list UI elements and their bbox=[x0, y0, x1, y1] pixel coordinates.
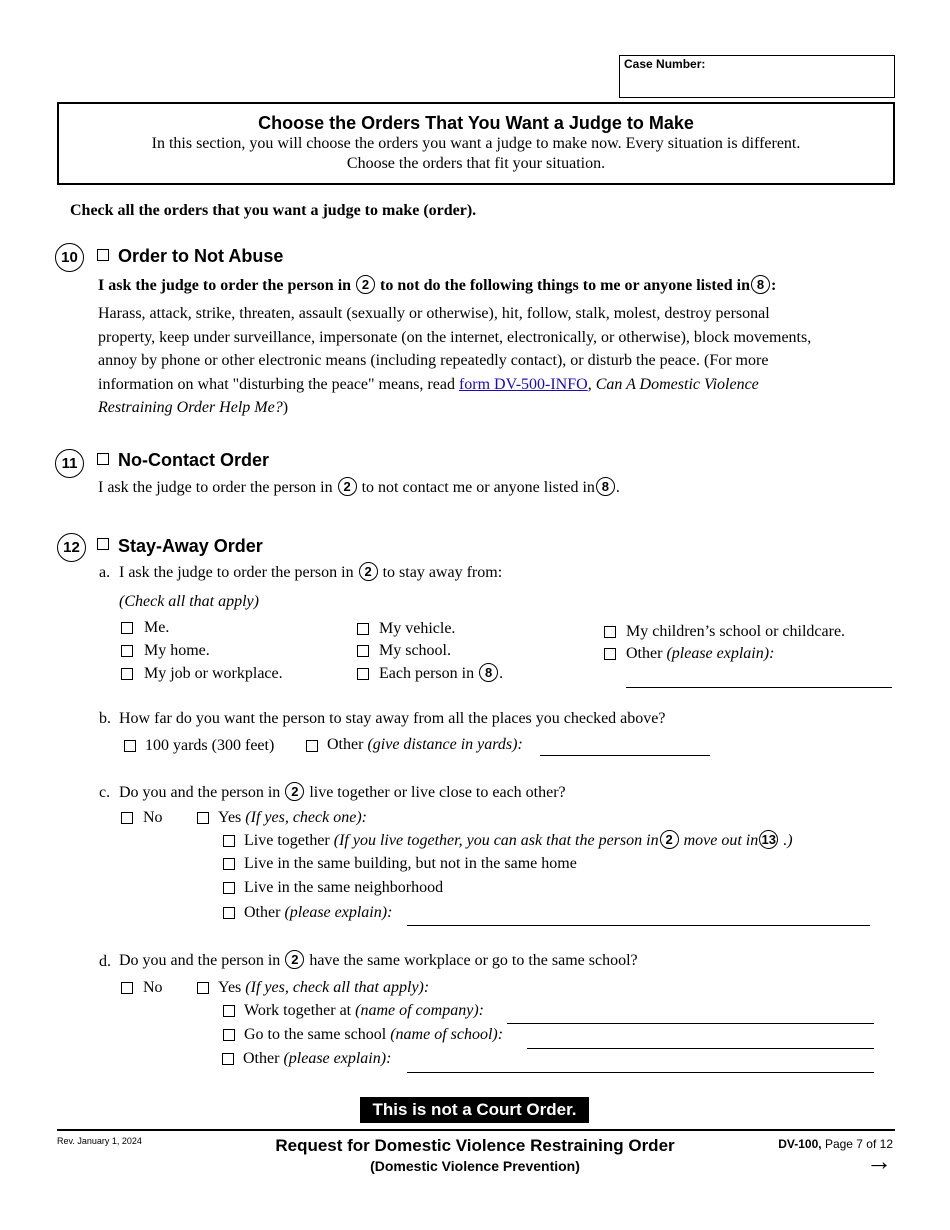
live-other-checkbox[interactable] bbox=[223, 907, 235, 919]
same-neighborhood-label: Live in the same neighborhood bbox=[244, 879, 444, 896]
company-name-field[interactable] bbox=[507, 1023, 874, 1024]
my-vehicle-label: My vehicle. bbox=[379, 620, 456, 637]
text-italic: move out in bbox=[683, 832, 759, 849]
my-home-label: My home. bbox=[144, 642, 210, 659]
text: to not contact me or anyone listed in bbox=[361, 479, 595, 496]
text: . bbox=[615, 479, 620, 496]
stay-away-b-letter: b. bbox=[99, 710, 111, 727]
text: Do you and the person in bbox=[119, 784, 281, 801]
my-job-checkbox[interactable] bbox=[121, 668, 133, 680]
intro-box bbox=[57, 102, 895, 185]
ref-item-8: 8 bbox=[751, 275, 770, 294]
school-name-field[interactable] bbox=[527, 1048, 874, 1049]
same-place-no-label: No bbox=[143, 979, 163, 996]
my-school-label: My school. bbox=[379, 642, 451, 659]
same-place-yes-label bbox=[218, 978, 429, 998]
text: Do you and the person in bbox=[119, 952, 281, 969]
paragraph-line: property, keep under surveillance, impersonate (on the internet, electronically, or otherwise), block movements, bbox=[98, 328, 812, 346]
text: I ask the judge to order the person in bbox=[119, 564, 354, 581]
ref-item-8: 8 bbox=[596, 477, 615, 496]
same-place-other-label bbox=[243, 1049, 391, 1069]
order-not-abuse-title: Order to Not Abuse bbox=[118, 246, 284, 266]
order-not-abuse-checkbox[interactable] bbox=[97, 249, 109, 261]
stay-away-b-question: How far do you want the person to stay away from all the places you checked above? bbox=[119, 710, 666, 727]
ref-item-13: 13 bbox=[759, 830, 778, 849]
page-number: Page 7 of 12 bbox=[824, 1137, 893, 1151]
other-distance-checkbox[interactable] bbox=[306, 740, 318, 752]
stay-away-c-question bbox=[119, 783, 566, 803]
text: have the same workplace or go to the same school? bbox=[309, 952, 638, 969]
item-number-12: 12 bbox=[57, 533, 86, 562]
live-other-explain-field[interactable] bbox=[407, 925, 870, 926]
same-school-label bbox=[244, 1025, 503, 1045]
each-person-label bbox=[379, 664, 503, 684]
paragraph-text: information on what "disturbing the peace" means, read bbox=[98, 375, 455, 393]
paragraph-italic: Can A Domestic Violence bbox=[595, 375, 759, 393]
order-not-abuse-paragraph bbox=[98, 302, 811, 420]
text: Other bbox=[327, 736, 364, 753]
form-id: DV-100, bbox=[778, 1137, 822, 1151]
text: live together or live close to each other? bbox=[309, 784, 566, 801]
footer-rule bbox=[57, 1129, 895, 1131]
text: Yes bbox=[218, 809, 242, 826]
text-italic: .) bbox=[783, 832, 793, 849]
text: Other bbox=[243, 1050, 280, 1067]
text: Other bbox=[626, 645, 663, 662]
childrens-school-checkbox[interactable] bbox=[604, 626, 616, 638]
same-building-checkbox[interactable] bbox=[223, 858, 235, 870]
same-place-other-checkbox[interactable] bbox=[222, 1053, 234, 1065]
intro-line-1: In this section, you will choose the orders you want a judge to make now. Every situation is different. bbox=[151, 135, 801, 152]
case-number-label: Case Number: bbox=[624, 57, 706, 71]
other-distance-label bbox=[327, 735, 523, 755]
text-italic: (give distance in yards): bbox=[367, 736, 523, 753]
text: Each person in bbox=[379, 665, 475, 682]
live-close-yes-checkbox[interactable] bbox=[197, 812, 209, 824]
other-place-checkbox[interactable] bbox=[604, 648, 616, 660]
text-italic: (If yes, check one): bbox=[245, 809, 367, 826]
ref-item-2: 2 bbox=[285, 950, 304, 969]
lead-text-b: to not do the following things to me or anyone listed in bbox=[380, 277, 750, 294]
my-school-checkbox[interactable] bbox=[357, 645, 369, 657]
live-other-label bbox=[244, 903, 392, 923]
live-close-yes-label bbox=[218, 808, 367, 828]
text-italic: (please explain): bbox=[283, 1050, 392, 1067]
ref-item-2: 2 bbox=[660, 830, 679, 849]
text-italic: (If you live together, you can ask that the person in bbox=[333, 832, 659, 849]
live-together-checkbox[interactable] bbox=[223, 835, 235, 847]
same-school-checkbox[interactable] bbox=[223, 1029, 235, 1041]
ref-item-2: 2 bbox=[338, 477, 357, 496]
ref-item-2: 2 bbox=[359, 562, 378, 581]
same-building-label: Live in the same building, but not in the same home bbox=[244, 855, 577, 872]
same-place-no-checkbox[interactable] bbox=[121, 982, 133, 994]
stay-away-checkbox[interactable] bbox=[97, 538, 109, 550]
text: Live together bbox=[244, 832, 330, 849]
intro-line-2: Choose the orders that fit your situation. bbox=[346, 155, 606, 172]
lead-text-a: I ask the judge to order the person in bbox=[98, 277, 352, 294]
no-contact-text bbox=[98, 478, 620, 498]
text-italic: (name of company): bbox=[355, 1002, 484, 1019]
case-number-box[interactable] bbox=[619, 55, 895, 98]
paragraph-text: , bbox=[587, 375, 592, 393]
text-italic: (please explain): bbox=[666, 645, 775, 662]
live-together-label bbox=[244, 831, 793, 851]
live-close-no-checkbox[interactable] bbox=[121, 812, 133, 824]
text: to stay away from: bbox=[382, 564, 503, 581]
my-vehicle-checkbox[interactable] bbox=[357, 623, 369, 635]
work-together-checkbox[interactable] bbox=[223, 1005, 235, 1017]
order-not-abuse-lead bbox=[98, 276, 776, 296]
same-neighborhood-checkbox[interactable] bbox=[223, 882, 235, 894]
stay-away-d-question bbox=[119, 951, 638, 971]
text-italic: (name of school): bbox=[390, 1026, 504, 1043]
paragraph-line bbox=[98, 396, 811, 420]
no-contact-title: No-Contact Order bbox=[118, 450, 270, 470]
other-place-label bbox=[626, 644, 774, 664]
text: I ask the judge to order the person in bbox=[98, 479, 333, 496]
ref-item-2: 2 bbox=[356, 275, 375, 294]
same-place-other-explain-field[interactable] bbox=[407, 1072, 874, 1073]
lead-text-c: : bbox=[771, 277, 777, 294]
text: . bbox=[499, 665, 504, 682]
my-home-checkbox[interactable] bbox=[121, 645, 133, 657]
paragraph-line: annoy by phone or other electronic means (including repeatedly contact), or disturb the peace. (For more bbox=[98, 352, 769, 369]
next-page-arrow-icon[interactable]: → bbox=[866, 1146, 892, 1176]
each-person-checkbox[interactable] bbox=[357, 668, 369, 680]
text-italic: (please explain): bbox=[284, 904, 393, 921]
form-subtitle: (Domestic Violence Prevention) bbox=[370, 1158, 580, 1174]
paragraph-line: Harass, attack, strike, threaten, assault (sexually or otherwise), hit, follow, stalk, molest, destroy personal bbox=[98, 305, 770, 322]
item-number-10: 10 bbox=[55, 243, 84, 272]
check-all-that-apply: (Check all that apply) bbox=[119, 593, 259, 610]
childrens-school-label: My children’s school or childcare. bbox=[626, 623, 846, 640]
form-title: Request for Domestic Violence Restraining Order bbox=[275, 1136, 675, 1155]
paragraph-italic: Restraining Order Help Me? bbox=[98, 399, 283, 416]
hundred-yards-label: 100 yards (300 feet) bbox=[145, 737, 275, 754]
text-italic: (If yes, check all that apply): bbox=[245, 979, 430, 996]
paragraph-line bbox=[98, 373, 811, 397]
not-court-order-banner: This is not a Court Order. bbox=[360, 1097, 589, 1123]
other-place-explain-field[interactable] bbox=[626, 687, 892, 688]
stay-away-d-letter: d. bbox=[99, 953, 111, 970]
dv-500-info-link[interactable]: form DV-500-INFO bbox=[458, 375, 588, 393]
footer-title bbox=[200, 1135, 750, 1175]
me-checkbox[interactable] bbox=[121, 622, 133, 634]
my-job-label: My job or workplace. bbox=[144, 665, 283, 682]
same-place-yes-checkbox[interactable] bbox=[197, 982, 209, 994]
check-all-instruction: Check all the orders that you want a judge to make (order). bbox=[70, 202, 477, 219]
no-contact-checkbox[interactable] bbox=[97, 453, 109, 465]
text: Yes bbox=[218, 979, 242, 996]
stay-away-a-question bbox=[119, 563, 502, 583]
me-label: Me. bbox=[144, 619, 170, 636]
work-together-label bbox=[244, 1001, 484, 1021]
text: Work together at bbox=[244, 1002, 352, 1019]
distance-yards-field[interactable] bbox=[540, 755, 710, 756]
ref-item-2: 2 bbox=[285, 782, 304, 801]
stay-away-a-letter: a. bbox=[99, 564, 111, 581]
stay-away-c-letter: c. bbox=[99, 784, 111, 801]
paragraph-text: ) bbox=[282, 399, 289, 416]
footer-revision: Rev. January 1, 2024 bbox=[57, 1136, 142, 1146]
item-number-11: 11 bbox=[55, 449, 84, 478]
text: Other bbox=[244, 904, 281, 921]
ref-item-8: 8 bbox=[479, 663, 498, 682]
intro-title: Choose the Orders That You Want a Judge to Make bbox=[258, 113, 694, 133]
text: Go to the same school bbox=[244, 1026, 387, 1043]
live-close-no-label: No bbox=[143, 809, 163, 826]
stay-away-title: Stay-Away Order bbox=[118, 536, 263, 556]
hundred-yards-checkbox[interactable] bbox=[124, 740, 136, 752]
